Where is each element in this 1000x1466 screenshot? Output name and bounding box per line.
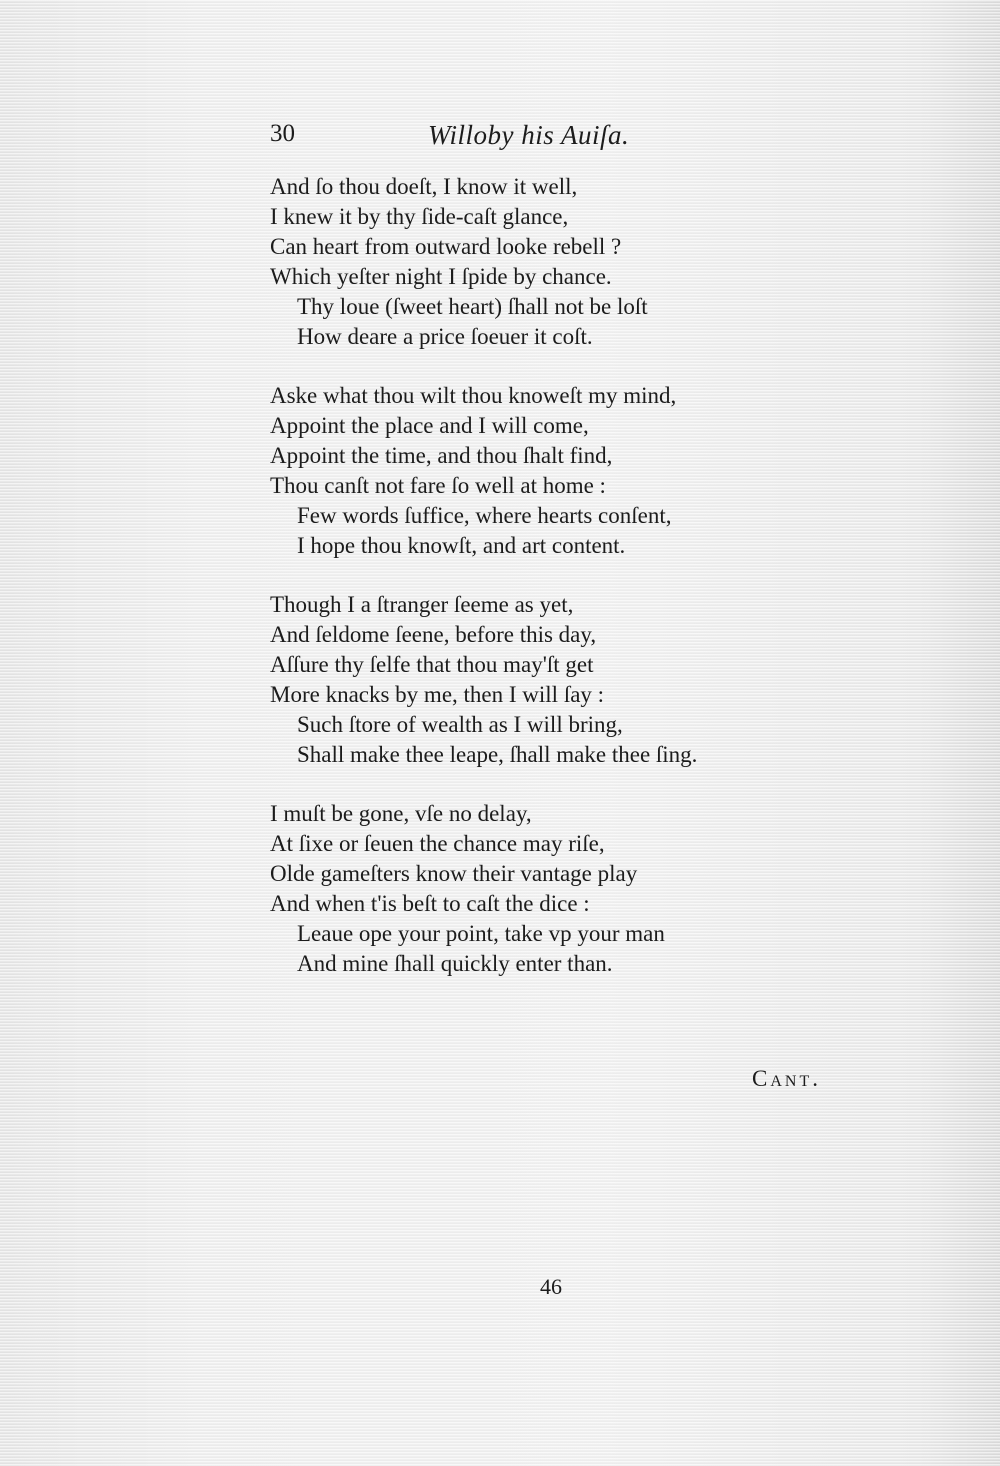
folio-number: 30 bbox=[270, 120, 295, 147]
verse-line: Leaue ope your point, take vp your man bbox=[297, 921, 665, 946]
verse-line: Few words ſuffice, where hearts conſent, bbox=[297, 503, 672, 528]
verse-line: Appoint the place and I will come, bbox=[270, 413, 589, 438]
verse-line: More knacks by me, then I will ſay : bbox=[270, 682, 605, 707]
verse-line: And mine ſhall quickly enter than. bbox=[297, 951, 613, 976]
verse-line: And when t'is beſt to caſt the dice : bbox=[270, 891, 590, 916]
running-head bbox=[270, 120, 790, 160]
verse-line: I muſt be gone, vſe no delay, bbox=[270, 801, 532, 826]
running-title: Willoby his Auiſa. bbox=[428, 120, 630, 150]
verse-line: At ſixe or ſeuen the chance may riſe, bbox=[270, 831, 605, 856]
verse-line: Aſſure thy ſelfe that thou may'ſt get bbox=[270, 652, 594, 677]
page-number: 46 bbox=[540, 1274, 562, 1299]
stanza bbox=[270, 590, 830, 770]
verse-line: Thou canſt not fare ſo well at home : bbox=[270, 473, 606, 498]
stanza bbox=[270, 172, 830, 352]
verse-line: I knew it by thy ſide-caſt glance, bbox=[270, 204, 569, 229]
stanza bbox=[270, 381, 830, 561]
verse-line: Aske what thou wilt thou knoweſt my mind, bbox=[270, 383, 677, 408]
verse-line: Olde gameſters know their vantage play bbox=[270, 861, 638, 886]
verse-line: Though I a ſtranger ſeeme as yet, bbox=[270, 592, 574, 617]
verse-line: And ſo thou doeſt, I know it well, bbox=[270, 174, 578, 199]
stanza bbox=[270, 799, 830, 979]
verse-line: How deare a price ſoeuer it coſt. bbox=[297, 324, 593, 349]
verse-line: Such ſtore of wealth as I will bring, bbox=[297, 712, 623, 737]
verse-line: Thy loue (ſweet heart) ſhall not be loſt bbox=[297, 294, 648, 319]
verse-line: Can heart from outward looke rebell ? bbox=[270, 234, 622, 259]
verse-line: Appoint the time, and thou ſhalt find, bbox=[270, 443, 613, 468]
verse-line: And ſeldome ſeene, before this day, bbox=[270, 622, 597, 647]
verse-line: I hope thou knowſt, and art content. bbox=[297, 533, 626, 558]
poem-body bbox=[270, 172, 830, 1008]
verse-line: Shall make thee leape, ſhall make thee ſing. bbox=[297, 742, 698, 767]
verse-line: Which yeſter night I ſpide by chance. bbox=[270, 264, 612, 289]
catchword: Cant. bbox=[752, 1066, 821, 1091]
